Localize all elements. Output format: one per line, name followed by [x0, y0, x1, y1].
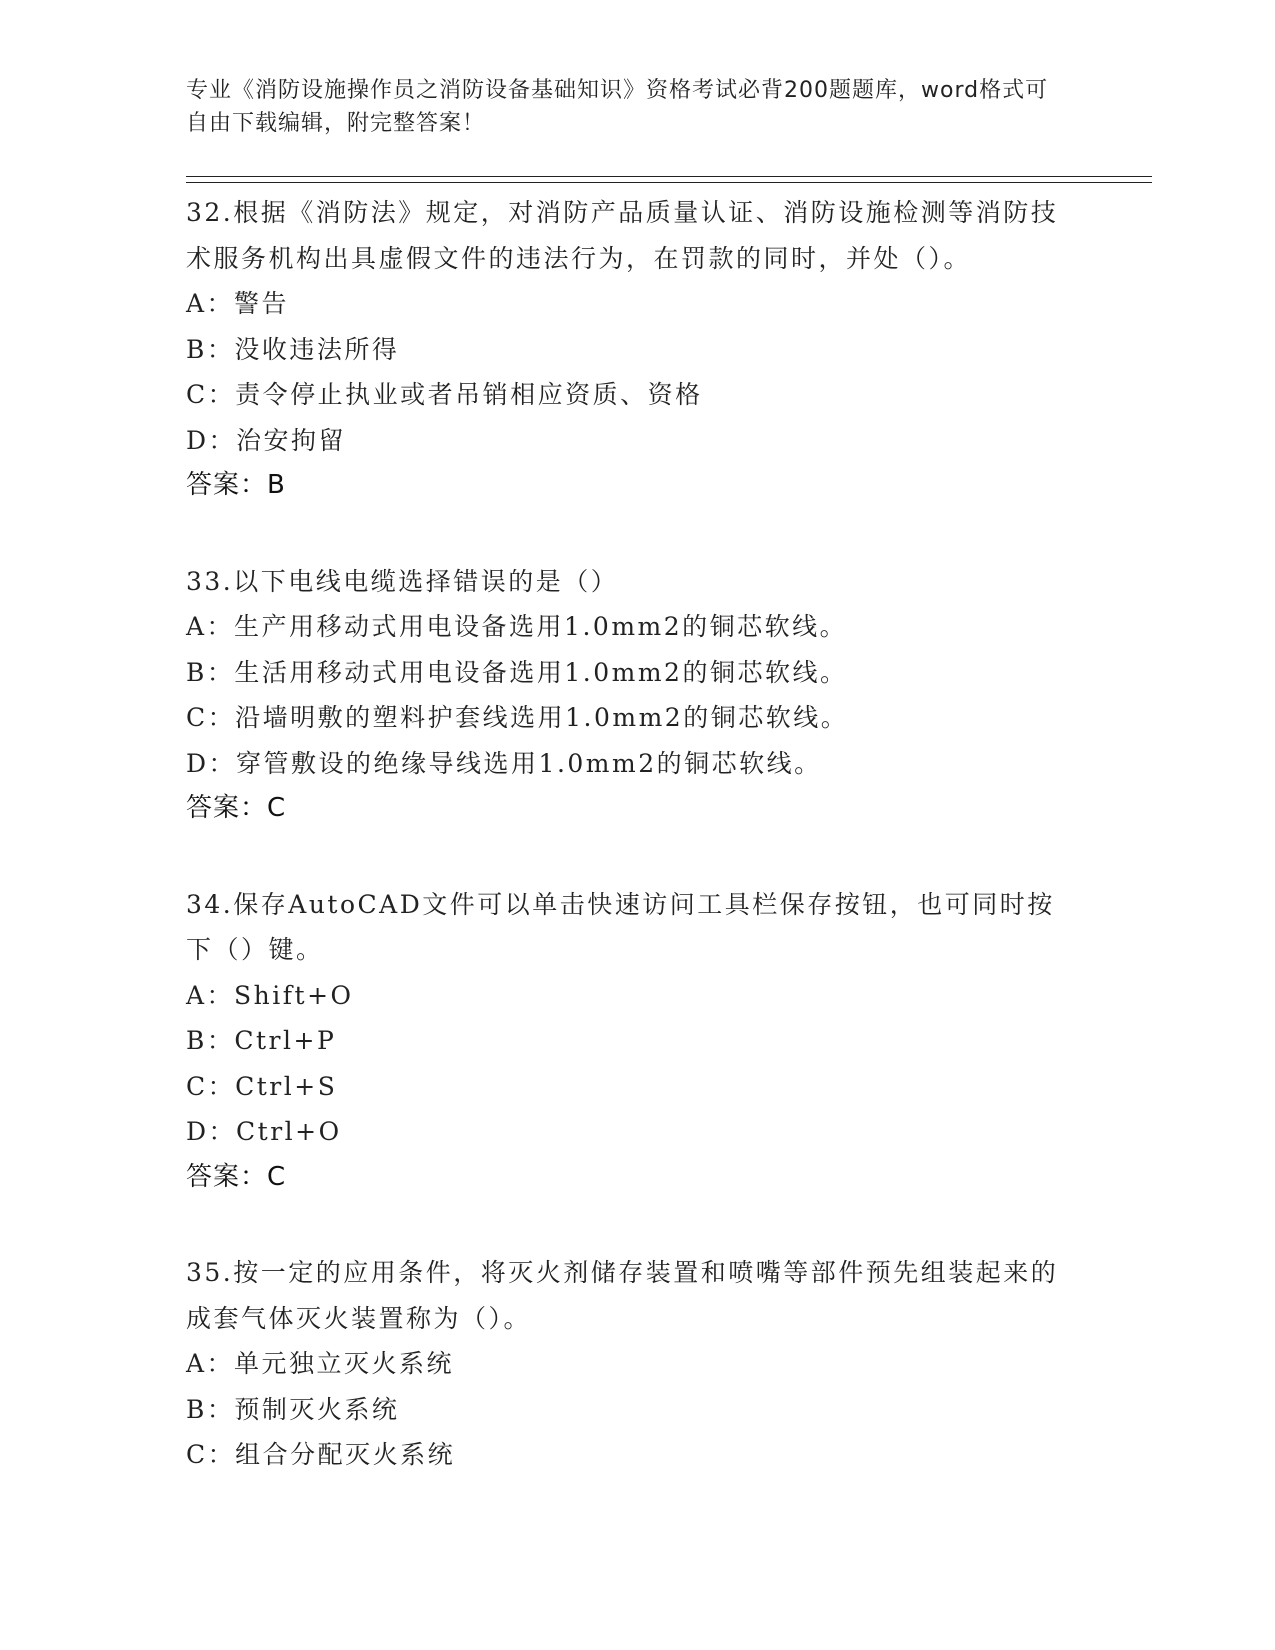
- answer-line: 答案：C: [186, 1161, 287, 1192]
- option-b: B：预制灭火系统: [186, 1394, 400, 1424]
- option-b: B：生活用移动式用电设备选用1.0mm2的铜芯软线。: [186, 657, 848, 687]
- option-a: A：Shift+O: [186, 980, 354, 1010]
- question-stem: 32.根据《消防法》规定，对消防产品质量认证、消防设施检测等消防技术服务机构出具虚假文件的违法行为，在罚款的同时，并处（）。: [186, 198, 1059, 273]
- question-stem: 35.按一定的应用条件，将灭火剂储存装置和喷嘴等部件预先组装起来的成套气体灭火装置称为（）。: [186, 1258, 1059, 1333]
- question-stem: 33.以下电线电缆选择错误的是（）: [186, 566, 619, 596]
- option-b: B：Ctrl+P: [186, 1026, 337, 1055]
- option-b: B：没收违法所得: [186, 334, 400, 364]
- answer-line: 答案：C: [186, 793, 287, 823]
- question-33: [186, 559, 1076, 832]
- option-c: C：Ctrl+S: [186, 1071, 338, 1101]
- question-35: [186, 1250, 1076, 1478]
- option-c: C：组合分配灭火系统: [186, 1440, 456, 1469]
- question-34: [186, 882, 1076, 1201]
- option-d: D：Ctrl+O: [186, 1117, 342, 1146]
- question-list: [186, 190, 1076, 1528]
- question-stem: 34.保存AutoCAD文件可以单击快速访问工具栏保存按钮，也可同时按下（）键。: [186, 889, 1055, 964]
- header-rule-top: [186, 176, 1152, 177]
- option-a: A：生产用移动式用电设备选用1.0mm2的铜芯软线。: [186, 612, 848, 641]
- option-c: C：沿墙明敷的塑料护套线选用1.0mm2的铜芯软线。: [186, 703, 849, 732]
- option-a: A：单元独立灭火系统: [186, 1349, 455, 1378]
- document-header: 专业《消防设施操作员之消防设备基础知识》资格考试必背200题题库，word格式可自由下载编辑，附完整答案！: [186, 78, 1049, 136]
- answer-line: 答案：B: [186, 470, 286, 500]
- header-rule-bottom: [186, 182, 1152, 183]
- option-c: C：责令停止执业或者吊销相应资质、资格: [186, 380, 703, 409]
- option-d: D：穿管敷设的绝缘导线选用1.0mm2的铜芯软线。: [186, 748, 822, 778]
- option-d: D：治安拘留: [186, 425, 347, 455]
- option-a: A：警告: [186, 289, 290, 318]
- question-32: [186, 190, 1076, 509]
